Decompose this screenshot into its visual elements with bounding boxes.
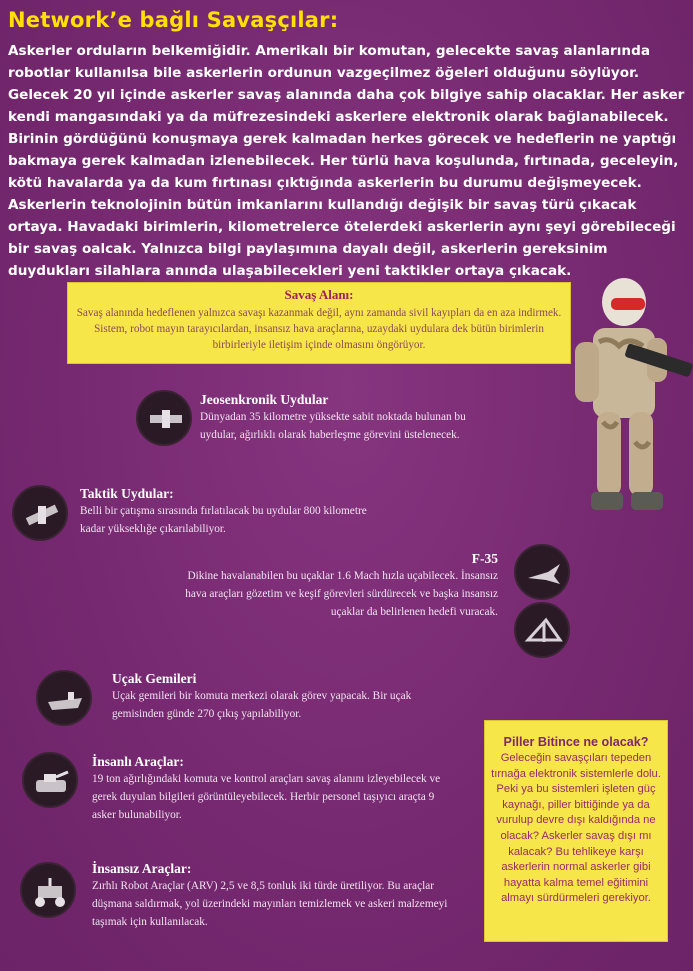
intro-paragraph: Askerler orduların belkemiğidir. Amerikalı bir komutan, gelecekte savaş alanlarında robotlar kullanılsa bile askerlerin ordunun vazgeçilmez öğeleri olduğunu söylüyor. Gelecek 20 yıl içinde askerler savaş alanında daha çok bilgiye sahip olacaklar. Her asker kendi mangasındaki ya da müfrezesindeki askerlere elektronik olarak bağlanabilecek. Birinin gördüğünü konuşmaya gerek kalmadan herkes görecek ve hedeflerin ne yaptığı bakmaya gerek kalmadan izlenebilecek. Her türlü hava koşulunda, fırtınada, geceleyin, kötü havalarda ya da kum fırtınası çıktığında askerlerin bu durumu değişmeyecek. Askerlerin teknolojinin bütün imkanlarını kullandığı değişik bir savaş türü çıkacak ortaya. Havadaki birimlerin, kilometrelerce ötelerdeki askerlerin aynı şeyi görebileceği bir savaş oalcak. Yalnızca bilgi paylaşımına dayalı değil, askerlerin gereksinim duydukları silahlara anında ulaşabilecekleri yeni taktikler ortaya çıkacak. — [8, 43, 685, 279]
aircraft-carriers-item — [112, 671, 454, 723]
jet-icon — [514, 544, 570, 600]
item-body: Dünyadan 35 kilometre yüksekte sabit noktada bulunan bu uydular, ağırlıklı olarak haberleşme görevini üstelenecek. — [200, 411, 466, 441]
item-heading: Jeosenkronik Uydular — [200, 392, 329, 407]
tactical-satellites-item — [80, 486, 380, 538]
unmanned-vehicles-item — [92, 861, 462, 931]
robot-vehicle-icon — [20, 862, 76, 918]
aircraft-carrier-icon — [36, 670, 92, 726]
item-heading: F-35 — [471, 551, 498, 566]
item-body: 19 ton ağırlığındaki komuta ve kontrol araçları savaş alanını izleyebilecek ve gerek duyulan bilgileri görüntüleyebilecek. Herbir personel taşıyıcı araçta 9 asker bulunabiliyor. — [92, 773, 441, 821]
battery-box-body: Geleceğin savaşçıları tepeden tırnağa elektronik sistemlerle dolu. Peki ya bu sistemleri işleten güç kaynağı, piller bittiğinde ya da vurulup devre dışı kaldığında ne olacak? Askerler savaş dışı mı kalacak? Bu tehlikeye karşı askerlerin normal askerler gibi hayatta kalma temel eğitimini almayı sürdürmeleri gerekiyor. — [491, 752, 661, 905]
battery-box-title: Piller Bitince ne olacak? — [503, 735, 649, 749]
item-heading: İnsanlı Araçlar: — [92, 754, 184, 769]
satellite-icon — [12, 485, 68, 541]
battlefield-callout-box — [67, 282, 571, 364]
item-body: Dikine havalanabilen bu uçaklar 1.6 Mach hızla uçabilecek. İnsansız hava araçları gözetim ve keşif görevleri sürdürecek ve başka insansız uçaklar da belirlenen hedefi vuracak. — [185, 570, 498, 618]
drone-icon — [514, 602, 570, 658]
item-heading: Uçak Gemileri — [112, 671, 197, 686]
satellite-icon — [136, 390, 192, 446]
page-title: Network’e bağlı Savaşçılar: — [8, 8, 339, 32]
f35-item — [170, 551, 498, 621]
item-body: Zırhlı Robot Araçlar (ARV) 2,5 ve 8,5 tonluk iki türde üretiliyor. Bu araçlar düşmana saldırmak, yol üzerindeki mayınları temizlemek ve askeri malzemeyi taşımak için kullanılacak. — [92, 880, 448, 928]
item-body: Uçak gemileri bir komuta merkezi olarak görev yapacak. Bir uçak gemisinden günde 270 çıkış yapılabiliyor. — [112, 690, 412, 720]
soldier-illustration — [555, 272, 693, 534]
item-body: Belli bir çatışma sırasında fırlatılacak bu uydular 800 kilometre kadar yükseklığe çıkarılabiliyor. — [80, 505, 367, 535]
manned-vehicles-item — [92, 754, 458, 824]
battery-sidebar-box — [484, 720, 668, 942]
armored-vehicle-icon — [22, 752, 78, 808]
item-heading: İnsansız Araçlar: — [92, 861, 192, 876]
item-heading: Taktik Uydular: — [80, 486, 174, 501]
callout-title: Savaş Alanı: — [284, 287, 354, 302]
callout-body: Savaş alanında hedeflenen yalnızca savaşı kazanmak değil, aynı zamanda sivil kayıpları da en aza indirmek. Sistem, robot mayın tarayıcılardan, insansız hava araçlarına, uzaydaki uydulara dek bütün birimlerin birbirleriyle iletişim içinde olmasını öngörüyor. — [76, 307, 562, 351]
geosync-satellites-item — [200, 392, 470, 444]
